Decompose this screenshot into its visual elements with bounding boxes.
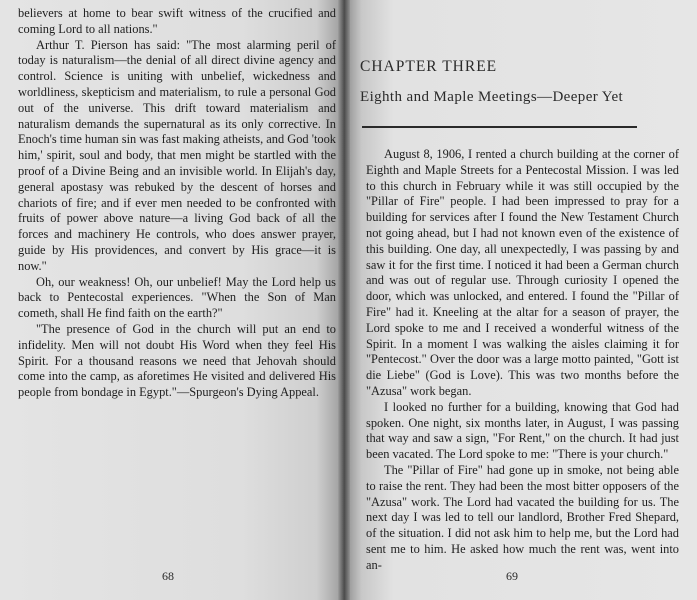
right-paragraph-2: I looked no further for a building, knowing that God had spoken. One night, six months later, in August, I was passing that way and saw a sign, "For Rent," on the church. It had just been vacated. The Lord spoke to me: "There is your church." xyxy=(366,399,679,462)
book-gutter xyxy=(338,0,350,600)
right-page-number: 69 xyxy=(506,569,518,583)
left-paragraph-2: Arthur T. Pierson has said: "The most alarming peril of today is naturalism—the denial of all direct divine agency and control. Science is uniting with unbelief, wickedness and worldliness, skepticism and materialism, to rule a personal God out of the universe. This drift toward materialism and naturalism demands the supernatural as its only corrective. In Enoch's time human sin was fast making atheists, and God 'took him,' spirit, soul and body, that men might be startled with the proof of a Divine Being and an invisible world. In Elijah's day, general apostasy was rebuked by the descent of horses and chariots of fire; and if ever men needed to be confronted with fruits of power above nature—a living God back of all the forces and machinery He controls, who does answer prayer, guide by His providences, and convert by His grace—it is now." xyxy=(18,37,336,273)
chapter-divider xyxy=(362,126,637,128)
left-paragraph-3: Oh, our weakness! Oh, our unbelief! May the Lord help us back to Pentecostal experiences. "When the Son of Man cometh, shall He find faith on the earth?" xyxy=(18,274,336,321)
chapter-label: CHAPTER THREE xyxy=(360,58,498,75)
right-paragraph-3: The "Pillar of Fire" had gone up in smoke, not being able to raise the rent. They had been the most bitter opposers of the "Azusa" work. The Lord had vacated the building for us. The next day I was led to tell our landlord, Brother Fred Shepard, of the situation. I did not ask him to help me, but the Lord had sent me to him. He asked how much the rent was, went into an- xyxy=(366,462,679,572)
left-paragraph-4: "The presence of God in the church will put an end to infidelity. Men will not doubt His Word when they feel His Spirit. For a thousand reasons we need that Jehovah should come into the camp, as aforetimes He visited and delivered His people from bondage in Egypt."—Spurgeon's Dying Appeal. xyxy=(18,321,336,400)
left-paragraph-1: believers at home to bear swift witness of the crucified and coming Lord to all nations." xyxy=(18,6,336,36)
left-page-text xyxy=(18,6,336,401)
left-page-number: 68 xyxy=(162,569,174,583)
chapter-title: Eighth and Maple Meetings—Deeper Yet xyxy=(360,89,624,105)
right-page-text xyxy=(366,147,679,574)
left-page xyxy=(0,0,344,600)
right-paragraph-1: August 8, 1906, I rented a church building at the corner of Eighth and Maple Streets for a Pentecostal Mission. I was led to this church in February while it was still occupied by the "Pillar of Fire" people. I had been impressed to pray for a building for services after I found the New Testament Church not going ahead, but I had not known even of the existence of this building. One day, all unexpectedly, I was passing by and saw it for the first time. I noticed it had been a German church and was out of regular use. Through curiosity I opened the door, which was unlocked, and entered. I found the "Pillar of Fire" had it. Kneeling at the altar for a season of prayer, the Lord spoke to me and I received a wonderful witness of the Spirit. In a moment I was walking the aisles claiming it for "Pentecost." Over the door was a large motto painted, "Gott ist die Liebe" (God is Love). This was two months before the "Azusa" work began. xyxy=(366,147,679,398)
